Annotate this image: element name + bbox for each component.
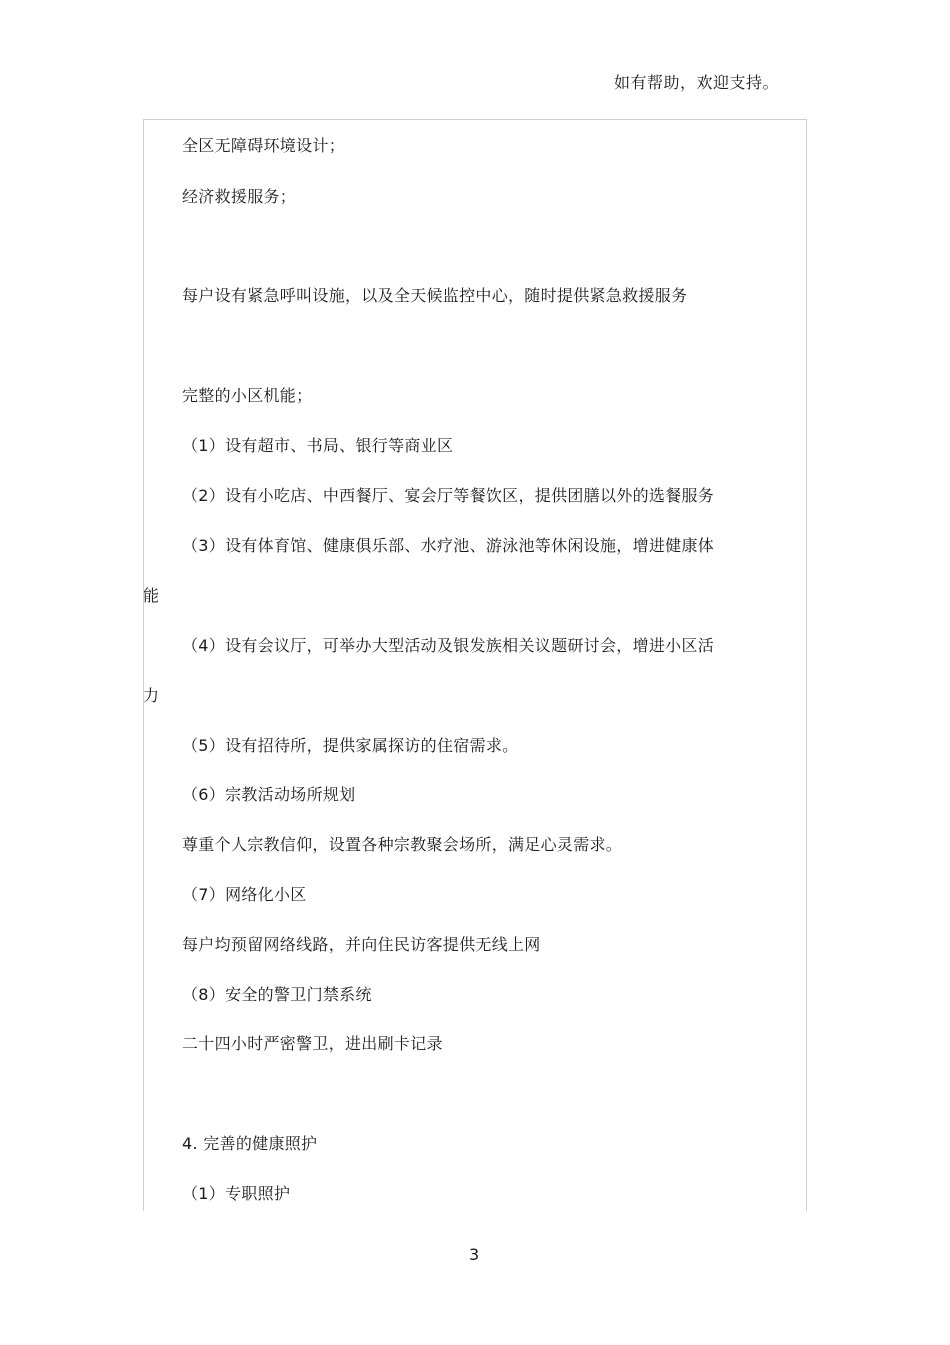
list-item-3: （3）设有体育馆、健康俱乐部、水疗池、游泳池等休闲设施，增进健康体 [182,536,715,555]
list-item-2: （2）设有小吃店、中西餐厅、宴会厅等餐饮区，提供团膳以外的选餐服务 [182,486,715,505]
frame-left-border [143,119,144,1211]
header-note: 如有帮助，欢迎支持。 [614,73,780,92]
list-item-health-1: （1）专职照护 [182,1184,291,1203]
text-line-religion: 尊重个人宗教信仰，设置各种宗教聚会场所，满足心灵需求。 [182,835,623,854]
text-line-emergency-call: 每户设有紧急呼叫设施，以及全天候监控中心，随时提供紧急救援服务 [182,286,688,305]
list-item-8: （8）安全的警卫门禁系统 [182,985,372,1004]
page-number: 3 [469,1245,480,1264]
list-item-4: （4）设有会议厅，可举办大型活动及银发族相关议题研讨会，增进小区活 [182,636,715,655]
text-line-accessibility: 全区无障碍环境设计； [182,136,346,155]
list-item-7: （7）网络化小区 [182,885,307,904]
text-line-rescue-service: 经济救援服务； [182,187,297,206]
list-item-5: （5）设有招待所，提供家属探访的住宿需求。 [182,736,519,755]
list-item-1: （1）设有超市、书局、银行等商业区 [182,436,454,455]
text-line-security: 二十四小时严密警卫，进出刷卡记录 [182,1034,443,1053]
text-line-network: 每户均预留网络线路，并向住民访客提供无线上网 [182,935,541,954]
list-item-4-wrap: 力 [143,686,160,705]
frame-top-border [143,119,807,120]
frame-right-border [806,119,807,1211]
section-heading-health-care: 4. 完善的健康照护 [182,1134,318,1153]
list-item-3-wrap: 能 [143,586,160,605]
list-item-6: （6）宗教活动场所规划 [182,785,356,804]
text-line-community-functions: 完整的小区机能； [182,386,313,405]
